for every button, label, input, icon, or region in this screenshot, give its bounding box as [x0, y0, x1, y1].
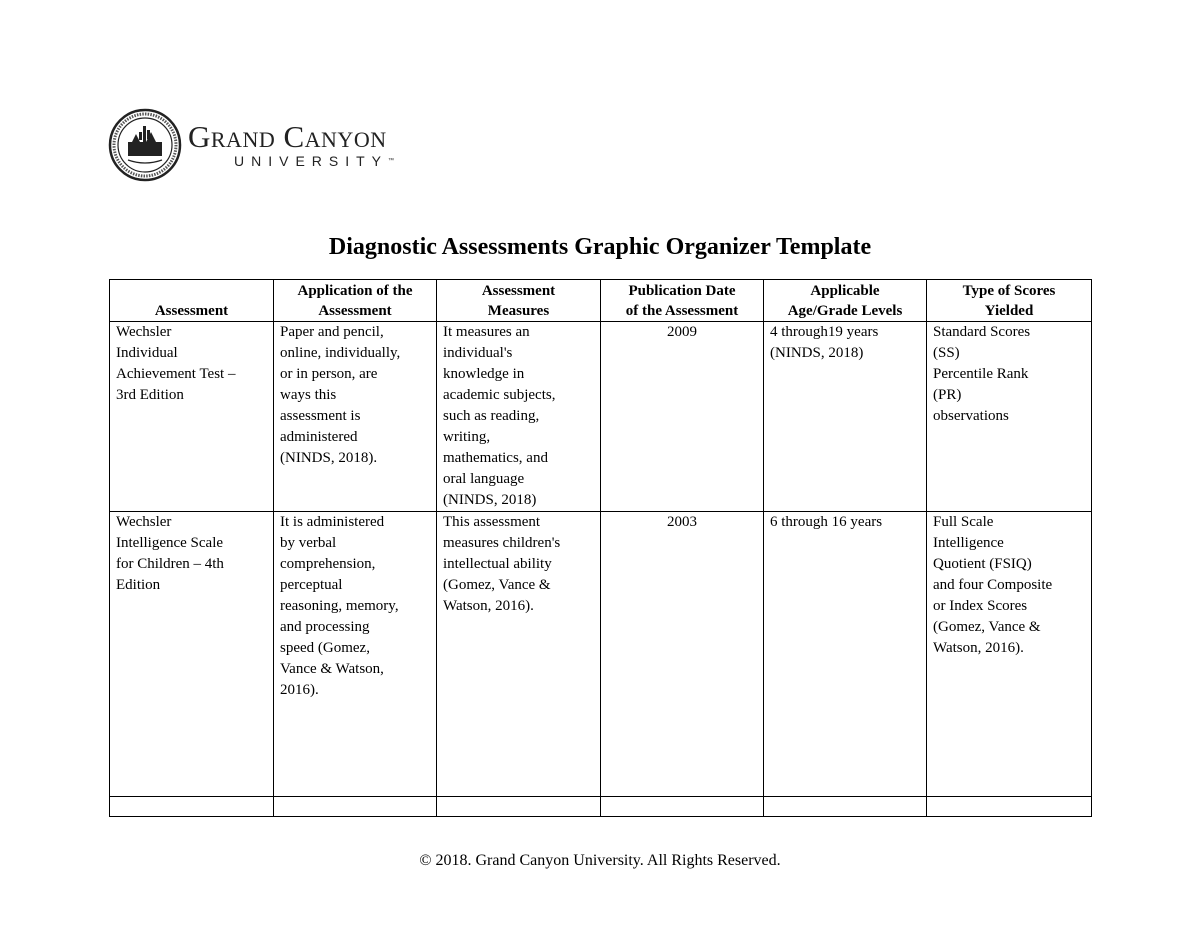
- logo-wordmark: [188, 121, 394, 169]
- table-row: [110, 512, 1092, 797]
- empty-cell[interactable]: [274, 797, 437, 817]
- cell-score-types: Full Scale Intelligence Quotient (FSIQ) and four Composite or Index Scores (Gomez, Vance & Watson, 2016).: [927, 512, 1092, 797]
- header-score-types: Type of Scores Yielded: [927, 280, 1092, 322]
- empty-cell[interactable]: [601, 797, 764, 817]
- cell-score-types: Standard Scores (SS) Percentile Rank (PR) observations: [927, 322, 1092, 512]
- cell-assessment: Wechsler Individual Achievement Test – 3rd Edition: [110, 322, 274, 512]
- header-measures: Assessment Measures: [437, 280, 601, 322]
- table-row-empty: [110, 797, 1092, 817]
- empty-cell[interactable]: [437, 797, 601, 817]
- cell-assessment: Wechsler Intelligence Scale for Children – 4th Edition: [110, 512, 274, 797]
- university-seal-icon: [108, 108, 182, 182]
- page-title: Diagnostic Assessments Graphic Organizer Template: [328, 234, 872, 260]
- copyright-footer: © 2018. Grand Canyon University. All Rights Reserved.: [419, 852, 781, 869]
- cell-application: Paper and pencil, online, individually, or in person, are ways this assessment is administered (NINDS, 2018).: [274, 322, 437, 512]
- empty-cell[interactable]: [110, 797, 274, 817]
- cell-measures: It measures an individual's knowledge in academic subjects, such as reading, writing, mathematics, and oral language (NINDS, 2018): [437, 322, 601, 512]
- university-logo: [108, 108, 394, 182]
- cell-measures: This assessment measures children's intellectual ability (Gomez, Vance & Watson, 2016).: [437, 512, 601, 797]
- trademark-symbol: ™: [388, 158, 395, 164]
- table-row: [110, 322, 1092, 512]
- header-age-grade-levels: Applicable Age/Grade Levels: [764, 280, 927, 322]
- cell-age-grade-levels: 6 through 16 years: [764, 512, 927, 797]
- cell-publication-date: 2003: [601, 512, 764, 797]
- cell-publication-date: 2009: [601, 322, 764, 512]
- empty-cell[interactable]: [764, 797, 927, 817]
- header-application: Application of the Assessment: [274, 280, 437, 322]
- logo-subtitle: UNIVERSITY™: [234, 153, 395, 169]
- header-publication-date: Publication Date of the Assessment: [601, 280, 764, 322]
- header-assessment: Assessment: [110, 280, 274, 322]
- empty-cell[interactable]: [927, 797, 1092, 817]
- logo-name: Grand Canyon: [188, 119, 387, 154]
- cell-age-grade-levels: 4 through19 years (NINDS, 2018): [764, 322, 927, 512]
- table-header-row: [110, 280, 1092, 322]
- organizer-table: [109, 279, 1092, 817]
- cell-application: It is administered by verbal comprehension, perceptual reasoning, memory, and processing speed (Gomez, Vance & Watson, 2016).: [274, 512, 437, 797]
